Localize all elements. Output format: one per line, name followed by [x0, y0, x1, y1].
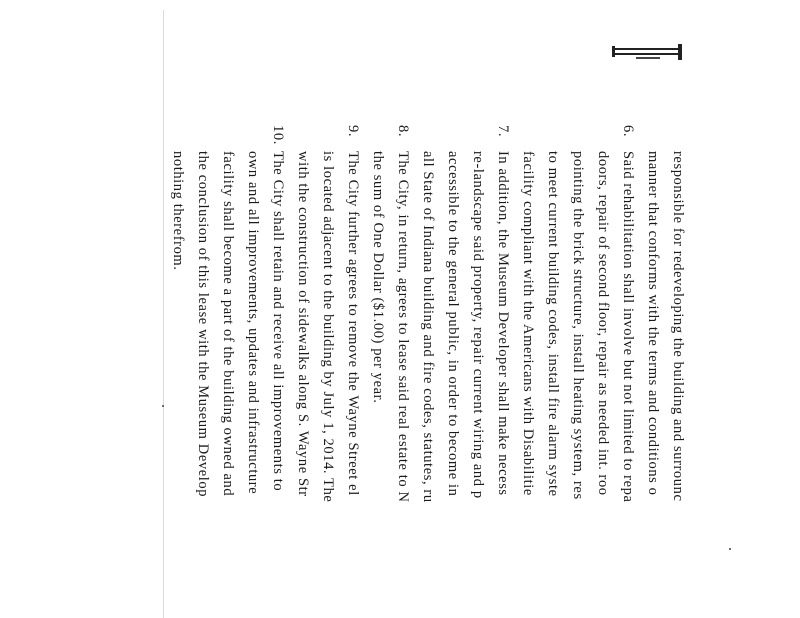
line-text: pointing the brick structure, install heating system, res: [570, 151, 586, 500]
paragraph-line: [515, 125, 540, 618]
numbered-paragraph-line: [490, 125, 515, 618]
line-text: with the construction of sidewalks along S. Wayne Str: [295, 151, 311, 497]
numbered-paragraph-line: [390, 125, 415, 618]
line-text: facility compliant with the Americans with Disabilitie: [520, 151, 536, 496]
line-text: re-landscape said property, repair current wiring and p: [470, 151, 486, 499]
paragraph-line: [315, 125, 340, 618]
paragraph-line: [465, 125, 490, 618]
line-text: doors, repair of second floor, repair as needed int. roo: [595, 151, 611, 496]
paragraph-line: [665, 125, 690, 618]
line-text: is located adjacent to the building by July 1, 2014. The: [320, 151, 336, 503]
paragraph-number: 8.: [395, 125, 411, 138]
paragraph-line: [565, 125, 590, 618]
line-text: Said rehabilitation shall involve but not limited to repa: [620, 151, 636, 503]
paragraph-line: [190, 125, 215, 618]
paragraph-line: [240, 125, 265, 618]
paragraph-number: 9.: [345, 125, 361, 138]
numbered-paragraph-line: [265, 125, 290, 618]
line-text: own and all improvements, updates and infrastructure: [245, 151, 261, 495]
numbered-paragraph-line: [615, 125, 640, 618]
line-text: to meet current building codes, install fire alarm syste: [545, 151, 561, 497]
line-text: manner that conforms with the terms and conditions o: [645, 151, 661, 496]
paragraph-number: 7.: [495, 125, 511, 138]
paragraph-line: [590, 125, 615, 618]
line-text: The City, in return, agrees to lease said real estate to N: [395, 151, 411, 503]
line-text: accessible to the general public, in order to become in: [445, 151, 461, 497]
line-text: facility shall become a part of the building owned and: [220, 151, 236, 497]
paragraph-line: [440, 125, 465, 618]
paragraph-line: [415, 125, 440, 618]
document-body: [165, 125, 690, 618]
paragraph-number: 6.: [620, 125, 636, 138]
paragraph-line: [640, 125, 665, 618]
line-text: the sum of One Dollar ($1.00) per year.: [370, 151, 386, 404]
line-text: nothing therefrom.: [170, 151, 186, 271]
line-text: all State of Indiana building and fire codes, statutes, ru: [420, 151, 436, 503]
line-text: responsible for redeveloping the building and surrounc: [670, 151, 686, 502]
line-text: the conclusion of this lease with the Museum Develop: [195, 151, 211, 498]
paragraph-number: 10.: [270, 125, 286, 145]
paragraph-line: [215, 125, 240, 618]
line-text: In addition, the Museum Developer shall make necess: [495, 151, 511, 496]
paragraph-line: [540, 125, 565, 618]
line-text: The City shall retain and receive all improvements to: [270, 151, 286, 492]
line-text: The City further agrees to remove the Wayne Street el: [345, 151, 361, 496]
numbered-paragraph-line: [340, 125, 365, 618]
paragraph-line: [365, 125, 390, 618]
paragraph-line: [290, 125, 315, 618]
paragraph-line: [165, 125, 190, 618]
